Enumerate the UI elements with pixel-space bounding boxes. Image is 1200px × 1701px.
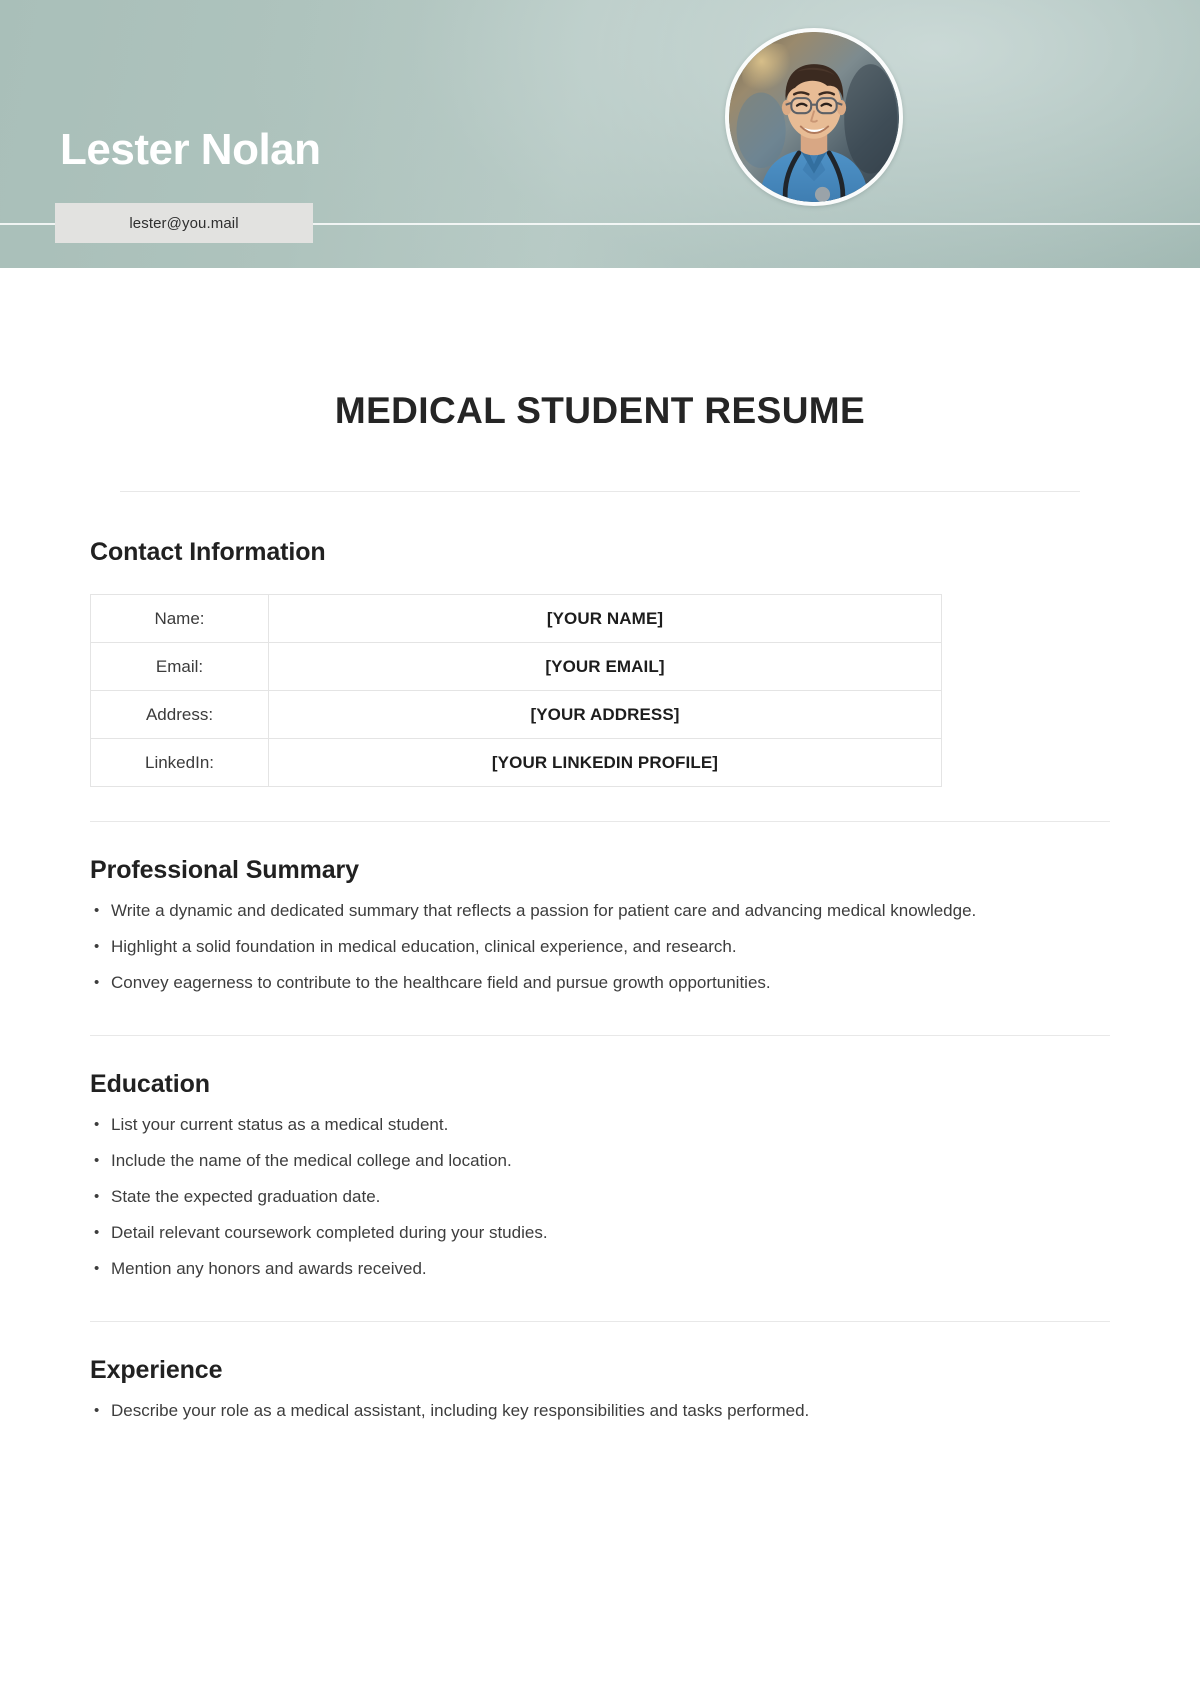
education-bullet-list [90, 1107, 1110, 1287]
header-banner [0, 0, 1200, 268]
list-item: • Convey eagerness to contribute to the healthcare field and pursue growth opportunities. [90, 965, 1110, 1001]
education-section [90, 1070, 1110, 1287]
list-item: • Highlight a solid foundation in medical education, clinical experience, and research. [90, 929, 1110, 965]
spacer [90, 1036, 1110, 1070]
contact-label-name: Name: [91, 595, 269, 643]
profile-photo [729, 32, 899, 202]
spacer [90, 1287, 1110, 1321]
table-row [91, 739, 942, 787]
list-item: • Write a dynamic and dedicated summary that reflects a passion for patient care and advancing medical knowledge. [90, 893, 1110, 929]
contact-value-address[interactable]: [YOUR ADDRESS] [269, 691, 942, 739]
experience-bullet-list [90, 1393, 1110, 1429]
list-item: • Detail relevant coursework completed during your studies. [90, 1215, 1110, 1251]
experience-section-heading: Experience [90, 1356, 223, 1384]
summary-section-heading: Professional Summary [90, 856, 359, 884]
profile-photo-frame[interactable] [725, 28, 903, 206]
contact-value-linkedin[interactable]: [YOUR LINKEDIN PROFILE] [269, 739, 942, 787]
list-item: • Describe your role as a medical assistant, including key responsibilities and tasks performed. [90, 1393, 1110, 1429]
header-person-name: Lester Nolan [60, 125, 321, 174]
summary-bullet-list [90, 893, 1110, 1001]
experience-section [90, 1356, 1110, 1429]
list-item: • Mention any honors and awards received. [90, 1251, 1110, 1287]
education-section-heading: Education [90, 1070, 210, 1098]
contact-label-address: Address: [91, 691, 269, 739]
list-item: • List your current status as a medical student. [90, 1107, 1110, 1143]
contact-information-table [90, 594, 942, 787]
header-email-text: lester@you.mail [129, 214, 239, 232]
professional-summary-section [90, 856, 1110, 1001]
spacer [90, 1001, 1110, 1035]
contact-label-email: Email: [91, 643, 269, 691]
page-title: MEDICAL STUDENT RESUME [334, 390, 866, 431]
header-email-chip[interactable] [55, 203, 313, 243]
list-item: • State the expected graduation date. [90, 1179, 1110, 1215]
contact-section-heading: Contact Information [90, 538, 326, 566]
spacer [90, 787, 1110, 821]
spacer [90, 1322, 1110, 1356]
table-row [91, 643, 942, 691]
contact-value-email[interactable]: [YOUR EMAIL] [269, 643, 942, 691]
contact-information-section [90, 538, 1110, 787]
spacer [90, 492, 1110, 538]
document-body [0, 390, 1200, 1429]
list-item: • Include the name of the medical college and location. [90, 1143, 1110, 1179]
contact-value-name[interactable]: [YOUR NAME] [269, 595, 942, 643]
table-row [91, 595, 942, 643]
spacer [90, 822, 1110, 856]
contact-label-linkedin: LinkedIn: [91, 739, 269, 787]
table-row [91, 691, 942, 739]
